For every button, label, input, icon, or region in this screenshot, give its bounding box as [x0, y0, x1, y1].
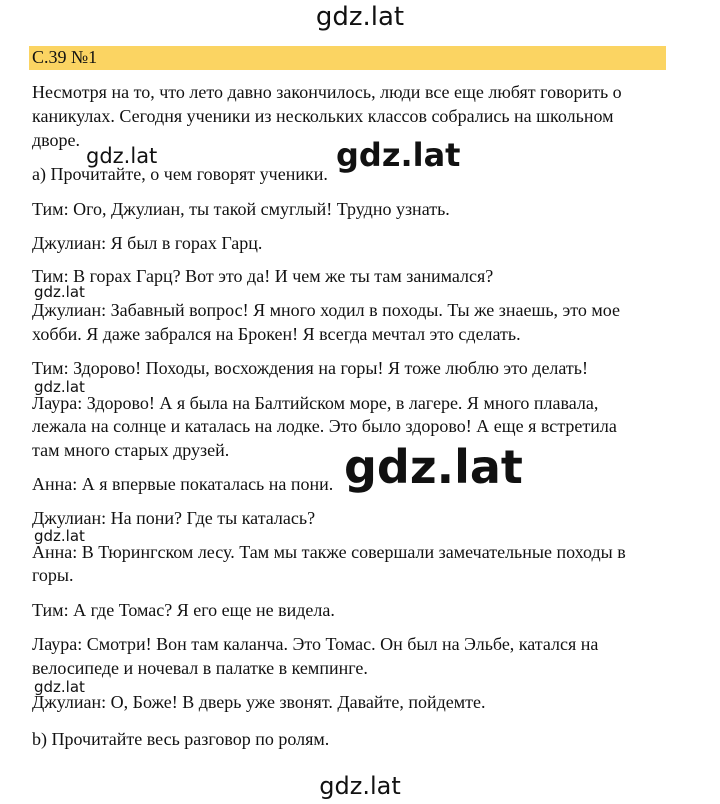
exercise-header	[29, 46, 666, 70]
text-line: дворе.	[32, 130, 81, 150]
watermark-bottom: gdz.lat	[319, 772, 401, 800]
exercise-title: С.39 №1	[32, 47, 98, 67]
watermark-small: gdz.lat	[34, 527, 85, 545]
task-b: b) Прочитайте весь разговор по ролям.	[32, 729, 330, 749]
text-line: каникулах. Сегодня ученики из нескольких классов собрались на школьном	[32, 106, 614, 126]
dialogue-line: Тим: А где Томас? Я его еще не видела.	[32, 600, 335, 620]
dialogue-line: велосипеде и ночевал в палатке в кемпинге.	[32, 658, 368, 678]
watermark-small: gdz.lat	[34, 678, 85, 696]
dialogue-line: Тим: Здорово! Походы, восхождения на горы! Я тоже люблю это делать!	[32, 358, 589, 378]
watermark-top: gdz.lat	[315, 2, 405, 32]
dialogue-line: Лаура: Смотри! Вон там каланча. Это Томас. Он был на Эльбе, катался на	[32, 634, 599, 654]
dialogue-line: горы.	[32, 565, 74, 585]
dialogue-line: Джулиан: На пони? Где ты каталась?	[32, 508, 316, 528]
dialogue-line: Лаура: Здорово! А я была на Балтийском море, в лагере. Я много плавала,	[32, 393, 599, 413]
dialogue-line: Джулиан: Забавный вопрос! Я много ходил в походы. Ты же знаешь, это мое	[32, 300, 621, 320]
watermark-small: gdz.lat	[34, 283, 85, 301]
dialogue-line: Тим: В горах Гарц? Вот это да! И чем же ты там занимался?	[32, 266, 494, 286]
watermark-mid: gdz.lat	[86, 144, 158, 168]
dialogue-line: Тим: Ого, Джулиан, ты такой смуглый! Трудно узнать.	[32, 199, 450, 219]
task-a: а) Прочитайте, о чем говорят ученики.	[32, 164, 328, 184]
dialogue-line: лежала на солнце и каталась на лодке. Это было здорово! А еще я встретила	[32, 416, 617, 436]
dialogue-line: Анна: А я впервые покаталась на пони.	[32, 474, 334, 494]
watermark-large: gdz.lat	[344, 440, 523, 494]
text-line: Несмотря на то, что лето давно закончилось, люди все еще любят говорить о	[32, 82, 622, 102]
dialogue-line: Джулиан: Я был в горах Гарц.	[32, 233, 263, 253]
dialogue-line: хобби. Я даже забрался на Брокен! Я всегда мечтал это сделать.	[32, 324, 521, 344]
watermark-small: gdz.lat	[34, 378, 85, 396]
dialogue-line: Анна: В Тюрингском лесу. Там мы также совершали замечательные походы в	[32, 542, 626, 562]
dialogue-line: Джулиан: О, Боже! В дверь уже звонят. Давайте, пойдемте.	[32, 692, 486, 712]
dialogue-line: там много старых друзей.	[32, 440, 230, 460]
watermark-bold: gdz.lat	[336, 136, 461, 174]
